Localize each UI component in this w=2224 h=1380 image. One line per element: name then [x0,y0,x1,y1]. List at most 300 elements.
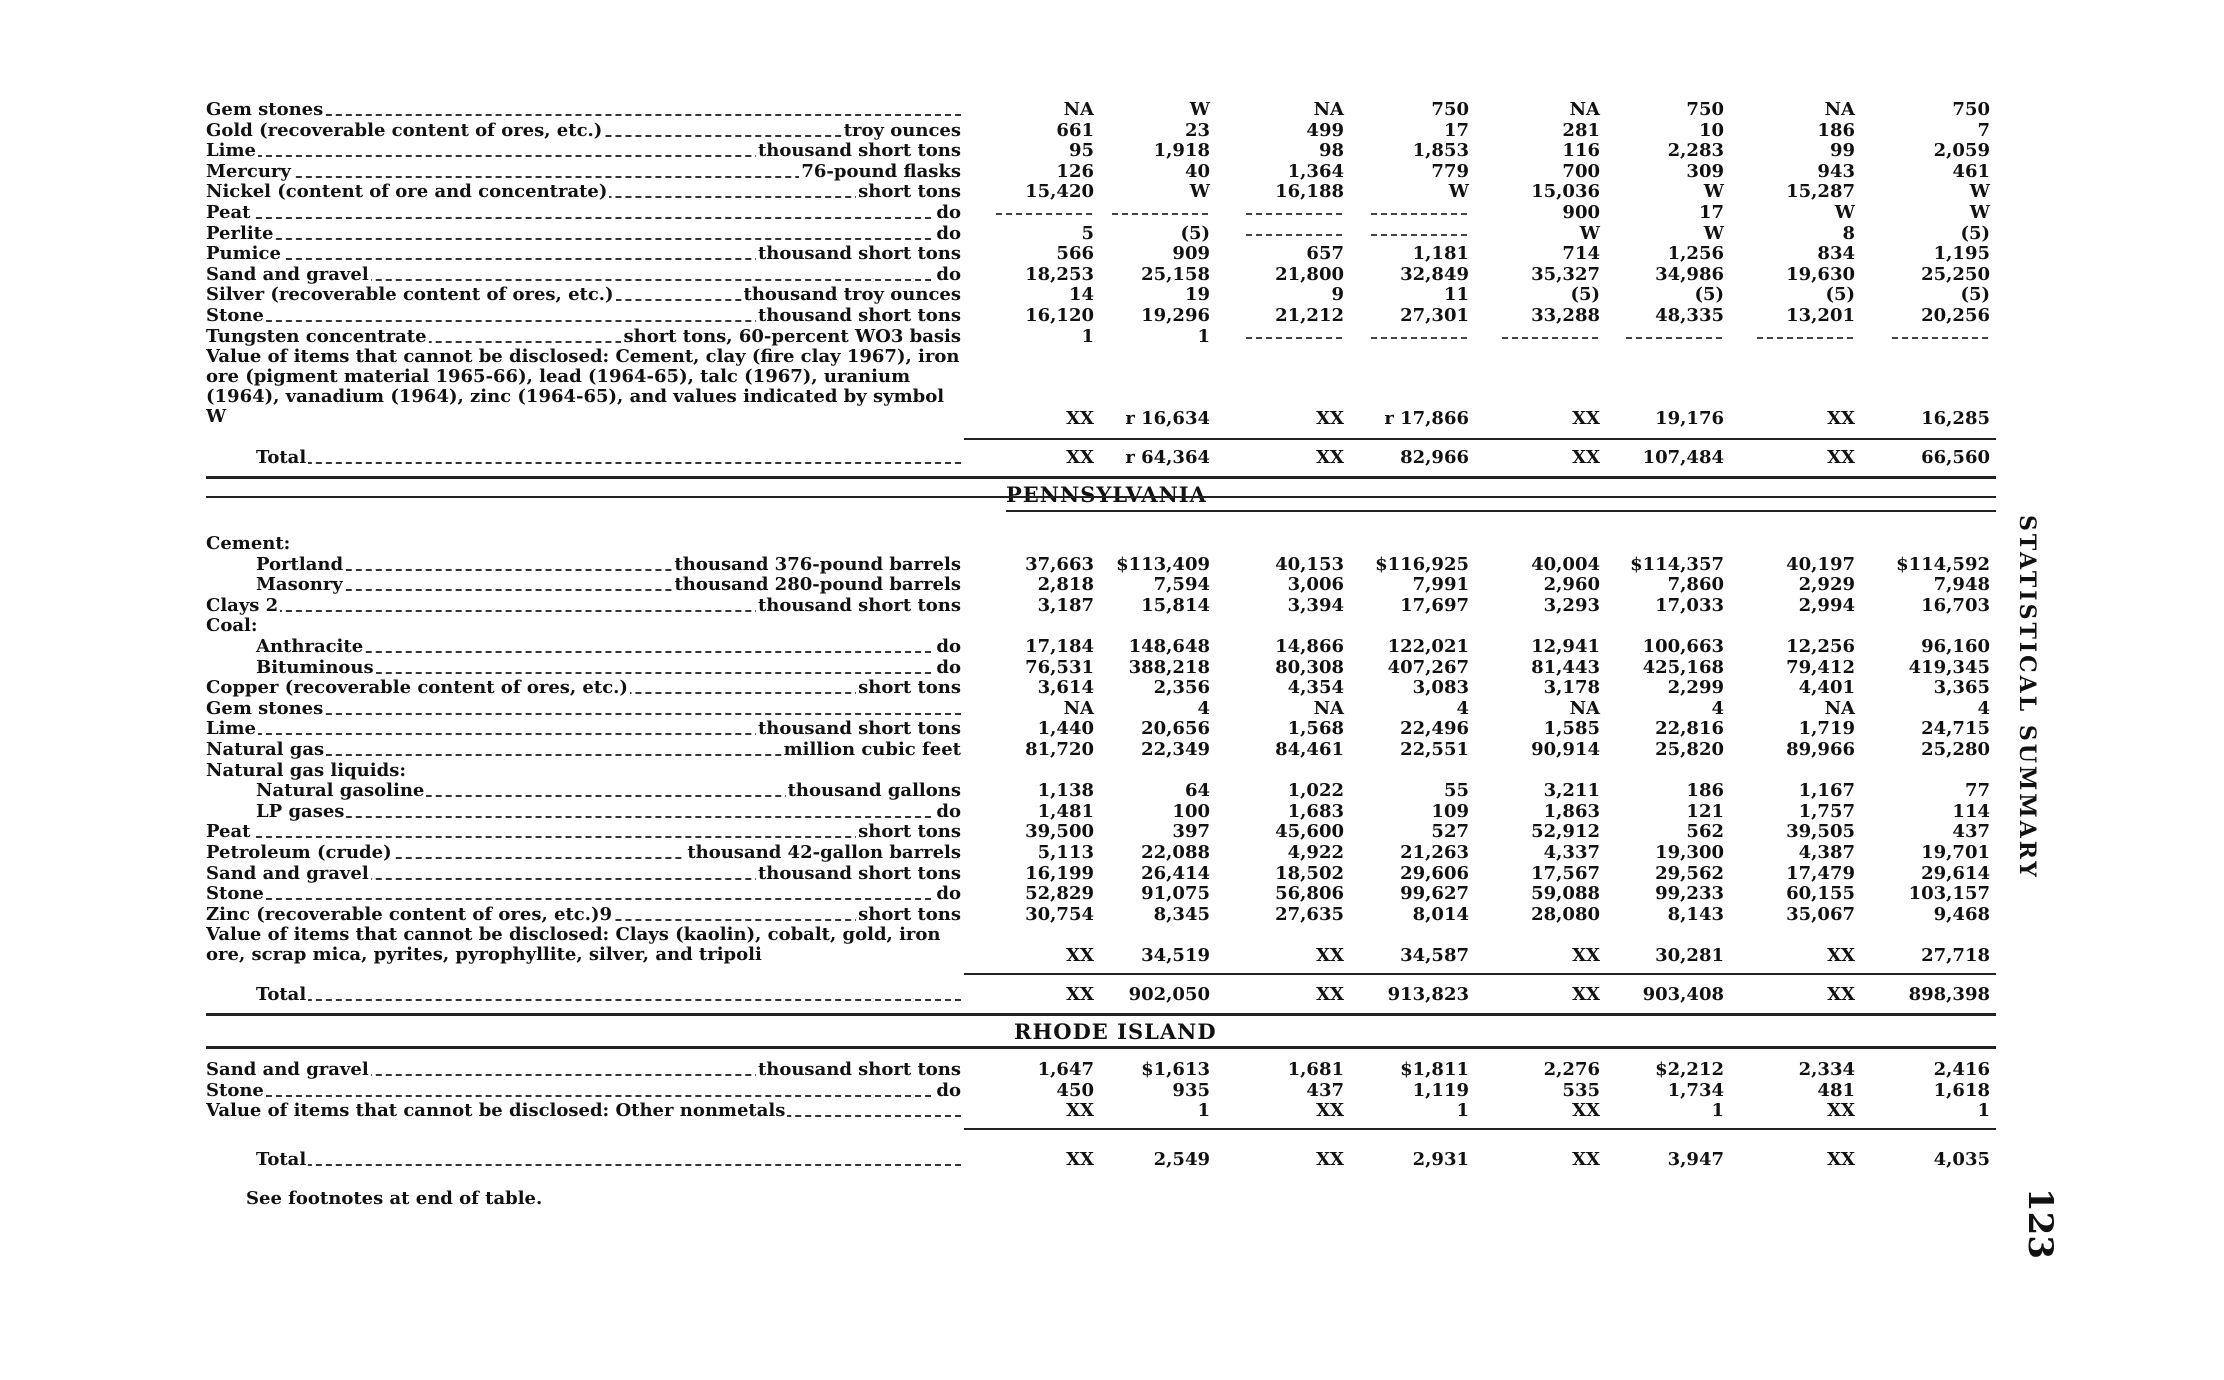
value-cell: $114,357 [1630,553,1724,575]
value-cell: 7,594 [1153,574,1210,596]
value-cell: 2,994 [1798,594,1855,616]
row-label-text: Sand and gravel [206,863,369,884]
value-cell: 900 [1562,202,1600,223]
value-cell: 4 [1711,697,1724,719]
value-cell: 84,461 [1275,739,1344,760]
value-cell: 29,562 [1655,862,1724,884]
value-cell: 5 [1081,222,1094,244]
value-cell: 60,155 [1786,883,1855,905]
row-label-text: Petroleum (crude) [206,843,392,863]
value-cell: 21,212 [1275,305,1344,326]
value-cell: 902,050 [1128,983,1210,1005]
row-unit: troy ounces [843,120,961,141]
table-row [206,658,1996,678]
value-cell: 281 [1562,119,1600,141]
row-label-text: Nickel (content of ore and concentrate) [206,182,608,203]
row-label [206,575,961,595]
value-cell: 4,401 [1798,677,1855,699]
value-cell: NA [1569,99,1600,120]
value-cell: 913,823 [1387,983,1469,1005]
empty-cell-dash [1371,337,1467,339]
value-cell: W [1969,181,1990,203]
value-cell: XX [1572,983,1600,1005]
value-cell: 7,860 [1667,574,1724,596]
value-cell: 34,587 [1400,944,1469,966]
row-unit: thousand short tons [757,719,961,740]
value-cell: 714 [1562,243,1600,265]
state-title-pennsylvania: PENNSYLVANIA [1006,481,1207,507]
total-rule [964,1128,1996,1130]
value-cell: 55 [1443,780,1469,802]
value-cell: 30,754 [1025,903,1094,925]
value-cell: 2,960 [1543,574,1600,596]
row-label-text: Cement: [206,534,291,554]
value-cell: $1,811 [1400,1059,1469,1080]
row-label-text: Total [206,1150,308,1170]
row-label-text: Value of items that cannot be disclosed: Other nonmetals [206,1101,786,1122]
value-cell: $2,212 [1655,1059,1724,1080]
value-cell: XX [1572,1148,1600,1170]
row-label-text: Pumice [206,244,281,265]
value-cell: 21,800 [1275,263,1344,285]
table-row [206,100,1996,120]
row-label-text: Peat [206,203,251,223]
row-label-text: Natural gas [206,740,325,760]
value-cell: $114,592 [1896,553,1990,575]
value-cell: 66,560 [1921,446,1990,468]
row-unit: million cubic feet [783,740,961,760]
value-cell: NA [1313,99,1344,120]
value-cell: 1,853 [1412,140,1469,162]
value-cell: 16,188 [1275,181,1344,203]
row-label [206,1101,961,1121]
value-cell: 3,211 [1543,780,1600,802]
value-cell: 898,398 [1908,983,1990,1005]
table-row [206,327,1996,347]
value-cell: 834 [1817,243,1855,265]
value-cell: 15,036 [1531,181,1600,203]
value-cell: 16,199 [1025,862,1094,884]
row-label [206,141,961,161]
row-label [206,884,961,904]
table-row [206,802,1996,822]
value-cell: XX [1827,407,1855,429]
value-cell: 80,308 [1275,656,1344,678]
table-row [206,285,1996,305]
table-row [206,740,1996,760]
empty-cell-dash [1246,337,1342,339]
value-cell: 1,022 [1287,780,1344,802]
value-cell: 9,468 [1933,903,1990,925]
row-label [206,905,961,925]
value-cell: 96,160 [1921,636,1990,657]
value-cell: 10 [1698,119,1724,141]
value-cell: 3,083 [1412,677,1469,699]
row-label [206,658,961,678]
value-cell: 566 [1056,243,1094,265]
value-cell: 33,288 [1531,305,1600,326]
total-rule [964,973,1996,975]
value-cell: 116 [1562,140,1600,162]
value-cell: 4,354 [1287,677,1344,699]
table-row [206,182,1996,202]
value-cell: r 16,634 [1125,407,1210,429]
total-rule [964,438,1996,440]
value-cell: W [1703,181,1724,203]
table-row [206,306,1996,326]
value-cell: 1,683 [1287,800,1344,822]
value-cell: r 17,866 [1384,407,1469,429]
row-label [206,306,961,326]
value-cell: 1 [1197,325,1210,347]
value-cell: 186 [1686,780,1724,802]
value-cell: 107,484 [1642,446,1724,468]
value-cell: 1,440 [1037,718,1094,740]
value-cell: 4,035 [1933,1148,1990,1170]
value-cell: XX [1066,407,1094,429]
row-unit: thousand troy ounces [743,285,961,306]
value-cell: 25,280 [1921,739,1990,760]
row-label-text: LP gases [206,802,346,822]
value-cell: 24,715 [1921,718,1990,740]
row-label-text: Bituminous [206,658,376,678]
value-cell: 2,931 [1412,1148,1469,1170]
value-cell: 48,335 [1655,305,1724,326]
value-cell: XX [1316,1100,1344,1122]
value-cell: 22,349 [1141,739,1210,760]
row-label-text: Mercury [206,161,291,182]
row-label [206,719,961,739]
value-cell: 2,299 [1667,677,1724,699]
value-cell: NA [1824,697,1855,719]
empty-cell-dash [1502,337,1598,339]
value-cell: 40 [1184,160,1210,182]
value-cell: 18,502 [1275,862,1344,884]
value-cell: 29,614 [1921,862,1990,884]
value-cell: 91,075 [1141,883,1210,905]
value-cell: 1,181 [1412,243,1469,265]
value-cell: 397 [1172,821,1210,843]
row-label [206,596,961,616]
row-unit: do [936,223,961,244]
row-label-text: Total [206,985,308,1005]
empty-cell-dash [1757,337,1853,339]
value-cell: 17,697 [1400,594,1469,616]
value-cell: XX [1066,944,1094,966]
value-cell: 1,734 [1667,1079,1724,1101]
value-cell: 2,356 [1153,677,1210,699]
row-label-text: Stone [206,884,264,905]
value-cell: 14 [1068,284,1094,306]
value-cell: 19,300 [1655,842,1724,863]
value-cell: 1,918 [1153,140,1210,162]
row-unit: thousand short tons [757,863,961,884]
row-label-text: Natural gas liquids: [206,760,406,781]
row-unit: do [936,657,961,678]
row-label-text: Gem stones [206,698,324,719]
empty-cell-dash [1892,337,1988,339]
value-cell: 407,267 [1387,656,1469,678]
row-label-text: Gold (recoverable content of ores, etc.) [206,120,603,141]
row-unit: short tons [858,822,961,843]
value-cell: 27,718 [1921,944,1990,966]
value-cell: 56,806 [1275,883,1344,905]
row-unit: do [936,1080,961,1101]
value-cell: 5,113 [1037,842,1094,863]
value-cell: (5) [1694,284,1724,306]
row-unit: thousand short tons [757,1060,961,1080]
value-cell: 19,176 [1655,407,1724,429]
row-unit: thousand 280-pound barrels [674,575,961,596]
value-cell: W [1189,99,1210,120]
row-label [206,162,961,182]
value-cell: 22,496 [1400,718,1469,740]
value-cell: NA [1063,697,1094,719]
value-cell: 661 [1056,119,1094,141]
value-cell: 943 [1817,160,1855,182]
row-unit: thousand short tons [757,244,961,265]
value-cell: 16,120 [1025,305,1094,326]
table-row [206,884,1996,904]
value-cell: 3,947 [1667,1148,1724,1170]
value-cell: 1,481 [1037,800,1094,822]
value-cell: 2,416 [1933,1059,1990,1080]
value-cell: W [1189,181,1210,203]
table-row [206,719,1996,739]
total-row [206,448,1996,468]
value-cell: 481 [1817,1079,1855,1101]
value-cell: 3,006 [1287,574,1344,596]
table-row [206,761,1996,781]
section-rule [206,1046,1996,1048]
value-cell: 40,004 [1531,553,1600,575]
value-cell: 121 [1686,800,1724,822]
value-cell: 2,549 [1153,1148,1210,1170]
value-cell: XX [1316,446,1344,468]
value-cell: 1,681 [1287,1059,1344,1080]
value-cell: W [1579,222,1600,244]
value-cell: 79,412 [1786,656,1855,678]
row-unit: short tons, 60-percent WO3 basis [623,326,961,347]
row-label-text: Zinc (recoverable content of ores, etc.)9 [206,904,613,925]
value-cell: NA [1313,697,1344,719]
row-label-text: Copper (recoverable content of ores, etc.) [206,678,628,699]
table-row [206,699,1996,719]
value-cell: 20,256 [1921,305,1990,326]
value-cell: 309 [1686,160,1724,182]
value-cell: 3,394 [1287,594,1344,616]
value-cell: 2,818 [1037,574,1094,596]
row-label-text: Coal: [206,616,258,637]
row-label [206,121,961,141]
value-cell: XX [1572,1100,1600,1122]
value-cell: r 64,364 [1125,446,1210,468]
value-cell: 17,184 [1025,636,1094,657]
row-unit: short tons [858,904,961,925]
value-cell: 17 [1443,119,1469,141]
row-label [206,265,961,285]
row-label-text: Stone [206,1080,264,1101]
value-cell: XX [1827,983,1855,1005]
row-label [206,1081,961,1101]
row-label-text: Silver (recoverable content of ores, etc.) [206,285,614,306]
value-cell: 3,614 [1037,677,1094,699]
value-cell: 20,656 [1141,718,1210,740]
value-cell: 76,531 [1025,656,1094,678]
row-label [206,864,961,884]
row-label [206,182,961,202]
value-cell: 1 [1456,1100,1469,1122]
value-cell: 81,443 [1531,656,1600,678]
value-cell: 2,059 [1933,140,1990,162]
value-cell: (5) [1180,222,1210,244]
value-cell: 3,293 [1543,594,1600,616]
value-cell: XX [1827,1148,1855,1170]
value-cell: 4 [1197,697,1210,719]
value-cell: 122,021 [1387,636,1469,657]
value-cell: 4,337 [1543,842,1600,863]
row-label [206,616,961,636]
value-cell: 30,281 [1655,944,1724,966]
value-cell: 64 [1184,780,1210,802]
value-cell: XX [1316,944,1344,966]
value-cell: 425,168 [1642,656,1724,678]
row-label [206,637,961,657]
table-row [206,781,1996,801]
row-label [206,678,961,698]
table-row [206,905,1996,925]
value-cell: XX [1827,446,1855,468]
table-row [206,555,1996,575]
value-cell: XX [1066,983,1094,1005]
value-cell: 26,414 [1141,862,1210,884]
table-row [206,203,1996,223]
value-cell: 13,201 [1786,305,1855,326]
value-cell: 8,014 [1412,903,1469,925]
value-cell: 3,187 [1037,594,1094,616]
value-cell: 3,178 [1543,677,1600,699]
value-cell: 19 [1184,284,1210,306]
value-cell: 2,334 [1798,1059,1855,1080]
row-unit: thousand short tons [757,306,961,326]
section-rule [206,476,1996,479]
value-cell: 17 [1698,202,1724,223]
value-cell: 21,263 [1400,842,1469,863]
row-unit: do [936,884,961,905]
value-cell: 22,551 [1400,739,1469,760]
value-cell: XX [1066,1100,1094,1122]
value-cell: 90,914 [1531,739,1600,760]
value-cell: 12,941 [1531,636,1600,657]
value-cell: 28,080 [1531,903,1600,925]
row-label [206,925,961,965]
value-cell: 1,195 [1933,243,1990,265]
table-row [206,1081,1996,1101]
value-cell: 1,167 [1798,780,1855,802]
value-cell: 100 [1172,800,1210,822]
value-cell: 39,500 [1025,821,1094,843]
empty-cell-dash [1371,234,1467,236]
table-row [206,162,1996,182]
value-cell: 437 [1306,1079,1344,1101]
value-cell: 419,345 [1908,656,1990,678]
row-label-text: Total [206,448,308,468]
value-cell: 39,505 [1786,821,1855,843]
value-cell: 1,618 [1933,1079,1990,1101]
value-cell: 100,663 [1642,636,1724,657]
value-cell: NA [1569,697,1600,719]
row-label [206,699,961,719]
row-unit: do [936,637,961,657]
value-cell: 535 [1562,1079,1600,1101]
total-row [206,985,1996,1005]
row-label-text: Portland [206,555,345,575]
row-label-text: Anthracite [206,637,365,657]
table-row [206,534,1996,554]
row-label [206,802,961,822]
table-row [206,822,1996,842]
value-cell: 22,816 [1655,718,1724,740]
value-cell: 2,283 [1667,140,1724,162]
value-cell: W [1834,202,1855,223]
table-row [206,616,1996,636]
value-cell: 17,479 [1786,862,1855,884]
value-cell: 89,966 [1786,739,1855,760]
row-label [206,781,961,801]
value-cell: 95 [1068,140,1094,162]
value-cell: 1,647 [1037,1059,1094,1080]
value-cell: 562 [1686,821,1724,843]
row-label-text: Masonry [206,575,345,595]
value-cell: XX [1572,944,1600,966]
value-cell: 4,387 [1798,842,1855,863]
value-cell: (5) [1960,284,1990,306]
row-label-text: Perlite [206,223,274,244]
value-cell: 750 [1686,99,1724,120]
value-cell: 18,253 [1025,263,1094,285]
row-unit: thousand 42-gallon barrels [687,843,961,863]
value-cell: 8,143 [1667,903,1724,925]
value-cell: 657 [1306,243,1344,265]
state-title-rhode-island: RHODE ISLAND [1014,1018,1217,1044]
value-cell: 1,119 [1412,1079,1469,1101]
row-label [206,100,961,120]
page-number: 123 [2020,1188,2060,1259]
value-cell: 7,991 [1412,574,1469,596]
value-cell: 29,606 [1400,862,1469,884]
total-row [206,1150,1996,1170]
row-label [206,448,961,468]
table-row [206,1060,1996,1080]
value-cell: $116,925 [1375,553,1469,575]
row-unit: thousand 376-pound barrels [674,554,961,575]
value-cell: 4,922 [1287,842,1344,863]
row-label [206,285,961,305]
value-cell: 450 [1056,1079,1094,1101]
section-rule [1006,510,1996,512]
row-label [206,1060,961,1080]
value-cell: 909 [1172,243,1210,265]
value-cell: 34,519 [1141,944,1210,966]
value-cell: 114 [1952,800,1990,822]
value-cell: 16,703 [1921,594,1990,616]
value-cell: XX [1316,1148,1344,1170]
value-cell: 12,256 [1786,636,1855,657]
row-label [206,203,961,223]
row-label-text: Tungsten concentrate [206,326,427,347]
value-cell: 23 [1184,119,1210,141]
table-row [206,575,1996,595]
